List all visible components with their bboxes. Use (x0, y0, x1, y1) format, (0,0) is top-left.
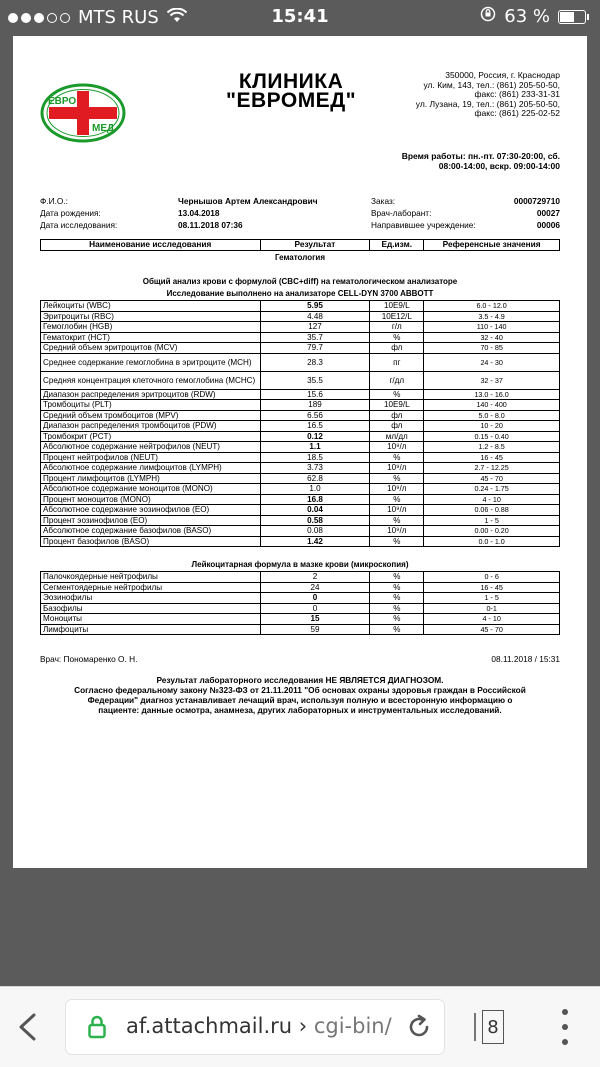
test-value: 0 (260, 603, 370, 614)
test-reference: 140 - 400 (424, 400, 560, 411)
dob-value: 13.04.2018 (178, 208, 220, 218)
result-row (41, 301, 560, 312)
test-name: Процент базофилов (BASO) (41, 536, 261, 547)
result-row (41, 353, 560, 371)
test-reference: 110 - 140 (424, 322, 560, 333)
test-name: Эритроциты (RBC) (41, 311, 261, 322)
test-unit: 10⁹/л (370, 463, 424, 474)
test-unit: 10E9/L (370, 400, 424, 411)
test-name: Сегментоядерные нейтрофилы (41, 582, 261, 593)
test-unit: г/л (370, 322, 424, 333)
result-row (41, 494, 560, 505)
disclaimer (40, 675, 560, 715)
test-unit: % (370, 389, 424, 400)
result-row (41, 624, 560, 635)
clinic.hours-line: 08:00-14:00, вскр. 09:00-14:00 (438, 160, 560, 171)
test-unit: % (370, 515, 424, 526)
test-unit: % (370, 593, 424, 604)
test-reference: 16 - 45 (424, 452, 560, 463)
battery-icon (558, 10, 586, 24)
test-name: Гемоглобин (HGB) (41, 322, 261, 333)
result-row (41, 603, 560, 614)
test-value: 0.08 (260, 526, 370, 537)
test-value: 3.73 (260, 463, 370, 474)
result-row (41, 536, 560, 547)
test-reference: 2.7 - 12.25 (424, 463, 560, 474)
document-sheet[interactable] (13, 36, 587, 868)
lab-doctor-value: 00027 (536, 208, 560, 218)
test-name: Лимфоциты (41, 624, 261, 635)
test-unit: % (370, 572, 424, 583)
test-value: 127 (260, 322, 370, 333)
test-reference: 4 - 10 (424, 494, 560, 505)
url-text (126, 1014, 392, 1038)
test-reference: 45 - 70 (424, 473, 560, 484)
logo-text-bottom: МЕД (92, 123, 115, 134)
tabs-divider (474, 1013, 476, 1041)
clinic.hours-line: Время работы: пн.-пт. 07:30-20:00, сб. (401, 151, 560, 161)
clock: 15:41 (271, 6, 329, 27)
result-row (41, 593, 560, 604)
test-reference: 0.00 - 0.20 (424, 526, 560, 537)
result-row (41, 442, 560, 453)
test-reference: 5.0 - 8.0 (424, 410, 560, 421)
menu-dot-icon (562, 1009, 568, 1015)
disclaimer-line: Федерации" диагноз устанавливает лечащий врач, используя полную и всесторонную информацию о (87, 695, 513, 706)
test-value: 2 (260, 572, 370, 583)
test-value: 0.04 (260, 505, 370, 516)
cbc-results-table (40, 300, 560, 547)
test-name: Абсолютное содержание эозинофилов (EO) (41, 505, 261, 516)
test-value: 28.3 (260, 353, 370, 371)
chevron-left-icon (16, 1013, 38, 1041)
test-unit: % (370, 582, 424, 593)
test-name: Палочкоядерные нейтрофилы (41, 572, 261, 583)
reload-button[interactable] (406, 1014, 432, 1045)
disclaimer-line: Согласно федеральному закону №323-ФЗ от 21.11.2011 "Об основах охраны здоровья граждан в Российской (74, 685, 526, 696)
section-title: Гематология (274, 253, 325, 262)
test-unit: 10⁹/л (370, 505, 424, 516)
test-name: Процент нейтрофилов (NEUT) (41, 452, 261, 463)
lab-doctor-label: Врач-лаборант: (371, 208, 432, 218)
result-row (41, 473, 560, 484)
test-value: 35.5 (260, 371, 370, 389)
lab-report (40, 66, 560, 715)
result-row (41, 431, 560, 442)
more-menu-button[interactable] (560, 1009, 570, 1045)
study-date-label: Дата исследования: (40, 220, 118, 230)
result-row (41, 410, 560, 421)
clinic-contacts (416, 71, 560, 119)
result-row (41, 526, 560, 537)
url-separator: › (292, 1014, 314, 1038)
clinic-name (226, 72, 356, 110)
test-name: Лейкоциты (WBC) (41, 301, 261, 312)
test-reference: 32 - 40 (424, 332, 560, 343)
test-value: 5.95 (260, 301, 370, 312)
url-path: cgi-bin/ (313, 1014, 392, 1038)
test-name: Тромбоциты (PLT) (41, 400, 261, 411)
doctor-line (40, 655, 560, 669)
test-unit: % (370, 452, 424, 463)
column-header (40, 239, 560, 251)
lock-icon (88, 1015, 106, 1044)
test-unit: % (370, 536, 424, 547)
result-row (41, 515, 560, 526)
test-reference: 0-1 (424, 603, 560, 614)
clinic-name-line1: КЛИНИКА (238, 70, 344, 93)
test-unit: % (370, 494, 424, 505)
clinic.contacts-line: 350000, Россия, г. Краснодар (445, 70, 560, 80)
carrier-name: MTS RUS (78, 7, 159, 28)
test-value: 1.42 (260, 536, 370, 547)
result-row (41, 614, 560, 625)
test-unit: мл/дл (370, 431, 424, 442)
test-reference: 4 - 10 (424, 614, 560, 625)
col-result: Результат (260, 240, 370, 251)
reload-icon (406, 1014, 432, 1040)
test-name: Среднее содержание гемоглобина в эритроците (MCH) (41, 353, 261, 371)
fio-label: Ф.И.О.: (40, 196, 68, 206)
test-unit: % (370, 603, 424, 614)
result-row (41, 311, 560, 322)
result-row (41, 452, 560, 463)
dob-label: Дата рождения: (40, 208, 101, 218)
test-reference: 0 - 6 (424, 572, 560, 583)
test-unit: г/дл (370, 371, 424, 389)
test-name: Диапазон распределения тромбоцитов (PDW) (41, 421, 261, 432)
clinic.contacts-line: ул. Ким, 143, тел.: (861) 205-50-50, (423, 79, 560, 90)
test-unit: 10⁹/л (370, 526, 424, 537)
result-row (41, 343, 560, 354)
result-row (41, 582, 560, 593)
result-row (41, 463, 560, 474)
orientation-lock-icon (480, 6, 496, 27)
test-unit: % (370, 624, 424, 635)
test-reference: 13.0 - 16.0 (424, 389, 560, 400)
tab-count: 8 (482, 1010, 504, 1044)
report-header (40, 66, 560, 171)
clinic.contacts-line: ул. Лузана, 19, тел.: (861) 205-50-50, (415, 98, 560, 109)
browser-toolbar (0, 986, 600, 1067)
test-value: 79.7 (260, 343, 370, 354)
test-name: Абсолютное содержание моноцитов (MONO) (41, 484, 261, 495)
cbc-title: Общий анализ крови с формулой (CBC+diff) на гематологическом анализаторе (142, 277, 458, 287)
test-unit: % (370, 332, 424, 343)
test-reference: 3.5 - 4.9 (424, 311, 560, 322)
test-unit: 10⁹/л (370, 484, 424, 495)
report-timestamp: 08.11.2018 / 15:31 (491, 654, 560, 665)
clinic.contacts-line: факс: (861) 233-31-31 (474, 89, 560, 100)
back-button[interactable] (16, 1013, 38, 1041)
test-value: 1.0 (260, 484, 370, 495)
cbc-subtitle: Исследование выполнено на анализаторе CELL-DYN 3700 ABBOTT (166, 289, 434, 299)
test-value: 0.58 (260, 515, 370, 526)
test-value: 35.7 (260, 332, 370, 343)
result-row (41, 389, 560, 400)
test-name: Процент моноцитов (MONO) (41, 494, 261, 505)
test-value: 0 (260, 593, 370, 604)
test-value: 189 (260, 400, 370, 411)
test-reference: 0.15 - 0.40 (424, 431, 560, 442)
col-reference: Референсные значения (424, 240, 560, 251)
disclaimer-line: Результат лабораторного исследования НЕ ЯВЛЯЕТСЯ ДИАГНОЗОМ. (156, 675, 444, 686)
test-reference: 10 - 20 (424, 421, 560, 432)
test-value: 4.48 (260, 311, 370, 322)
clinic.contacts-line: факс: (861) 225-02-52 (474, 108, 560, 119)
patient-info (40, 197, 560, 239)
col-unit: Ед.изм. (370, 240, 424, 251)
test-unit: 10E12/L (370, 311, 424, 322)
test-reference: 24 - 30 (424, 353, 560, 371)
test-unit: 10⁹/л (370, 442, 424, 453)
clinic-name-line2: "ЕВРОМЕД" (226, 89, 357, 112)
study-date-value: 08.11.2018 07:36 (178, 220, 243, 230)
test-reference: 1 - 5 (424, 593, 560, 604)
order-label: Заказ: (371, 196, 396, 206)
test-reference: 1 - 5 (424, 515, 560, 526)
test-value: 18.5 (260, 452, 370, 463)
test-name: Моноциты (41, 614, 261, 625)
result-row (41, 421, 560, 432)
test-unit: 10E9/L (370, 301, 424, 312)
test-value: 1.1 (260, 442, 370, 453)
doctor-name: Врач: Пономаренко О. Н. (40, 654, 138, 665)
test-name: Абсолютное содержание нейтрофилов (NEUT) (41, 442, 261, 453)
status-right (480, 6, 586, 27)
result-row (41, 572, 560, 583)
test-reference: 16 - 45 (424, 582, 560, 593)
menu-dot-icon (562, 1024, 568, 1030)
test-value: 24 (260, 582, 370, 593)
test-unit: фл (370, 410, 424, 421)
test-name: Диапазон распределения эритроцитов (RDW) (41, 389, 261, 400)
result-row (41, 332, 560, 343)
test-name: Средний объем эритроцитов (MCV) (41, 343, 261, 354)
test-value: 15.6 (260, 389, 370, 400)
test-value: 59 (260, 624, 370, 635)
leuko-title: Лейкоцитарная формула в мазке крови (микроскопия) (191, 560, 409, 570)
menu-dot-icon (562, 1039, 568, 1045)
result-row (41, 484, 560, 495)
test-reference: 32 - 37 (424, 371, 560, 389)
leuko-results-table (40, 571, 560, 635)
test-unit: пг (370, 353, 424, 371)
test-unit: фл (370, 421, 424, 432)
result-row (41, 371, 560, 389)
test-name: Базофилы (41, 603, 261, 614)
referrer-label: Направившее учреждение: (371, 220, 476, 230)
status-bar (0, 0, 600, 36)
test-unit: % (370, 473, 424, 484)
result-row (41, 400, 560, 411)
test-value: 6.56 (260, 410, 370, 421)
test-value: 62.8 (260, 473, 370, 484)
test-name: Абсолютное содержание лимфоцитов (LYMPH) (41, 463, 261, 474)
test-name: Гематокрит (HCT) (41, 332, 261, 343)
test-value: 15 (260, 614, 370, 625)
test-value: 16.5 (260, 421, 370, 432)
test-unit: фл (370, 343, 424, 354)
test-value: 16.8 (260, 494, 370, 505)
result-row (41, 322, 560, 333)
url-host: af.attachmail.ru (126, 1014, 293, 1038)
col-test-name: Наименование исследования (41, 240, 261, 251)
test-name: Процент лимфоцитов (LYMPH) (41, 473, 261, 484)
test-value: 0.12 (260, 431, 370, 442)
test-unit: % (370, 614, 424, 625)
test-name: Средняя концентрация клеточного гемоглобина (MCHC) (41, 371, 261, 389)
test-reference: 1.2 - 8.5 (424, 442, 560, 453)
referrer-value: 00006 (536, 220, 560, 230)
test-reference: 6.0 - 12.0 (424, 301, 560, 312)
logo-text-top: ЕВРО (48, 96, 77, 107)
test-name: Процент эозинофилов (EO) (41, 515, 261, 526)
test-name: Абсолютное содержание базофилов (BASO) (41, 526, 261, 537)
test-reference: 0.24 - 1.75 (424, 484, 560, 495)
test-name: Средний объем тромбоцитов (MPV) (41, 410, 261, 421)
clinic-hours (402, 152, 560, 171)
address-bar[interactable] (66, 1000, 444, 1054)
clinic-logo (40, 83, 126, 143)
battery-fill (560, 12, 574, 22)
test-reference: 0.0 - 1.0 (424, 536, 560, 547)
order-value: 0000729710 (513, 196, 560, 206)
result-row (41, 505, 560, 516)
test-name: Эозинофилы (41, 593, 261, 604)
test-reference: 0.06 - 0.88 (424, 505, 560, 516)
fio-value: Чернышов Артем Александрович (178, 196, 318, 206)
test-reference: 70 - 85 (424, 343, 560, 354)
battery-percent: 63 % (504, 6, 550, 27)
tabs-button[interactable] (474, 1011, 504, 1043)
test-reference: 45 - 70 (424, 624, 560, 635)
disclaimer-line: пациенте: данные осмотра, анамнеза, других лабораторных и инструментальных исследований. (98, 705, 502, 716)
test-name: Тромбокрит (PCT) (41, 431, 261, 442)
